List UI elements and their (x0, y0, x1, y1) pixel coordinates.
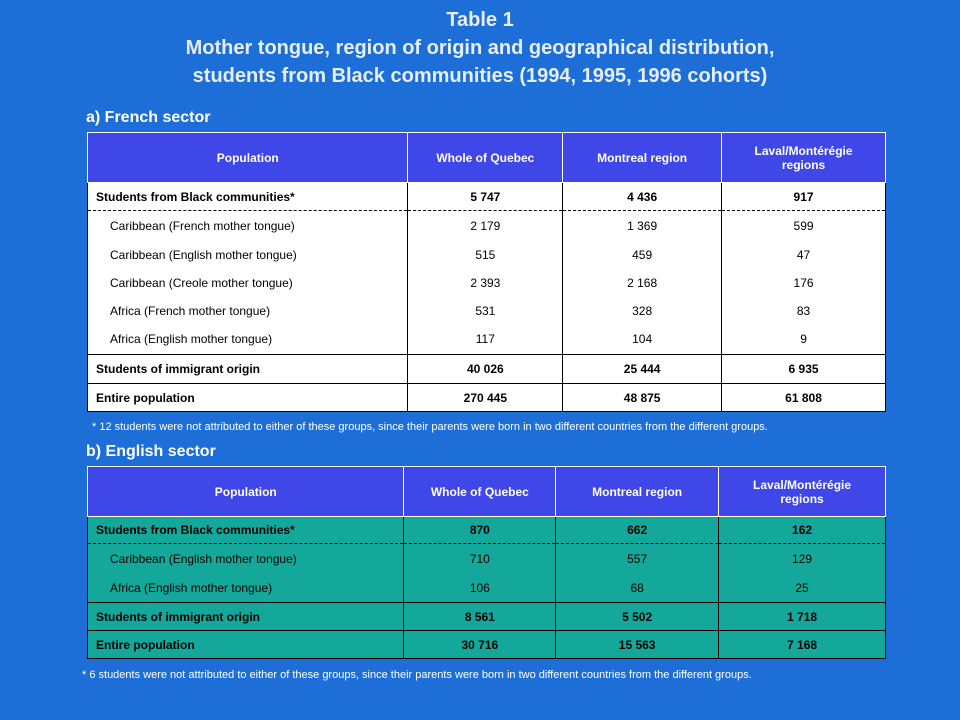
title-line-1: Table 1 (446, 9, 514, 31)
header-laval-monteregie: Laval/Montérégie regions (719, 467, 886, 517)
row-label: Caribbean (English mother tongue) (88, 241, 408, 269)
cell-value: 40 026 (408, 355, 563, 384)
header-whole-of-quebec: Whole of Quebec (408, 133, 563, 183)
cell-value: 7 168 (719, 631, 886, 659)
cell-value: 176 (722, 269, 886, 297)
table-row (88, 241, 886, 269)
table-row (88, 384, 886, 412)
cell-value: 870 (404, 517, 556, 544)
title-line-2: Mother tongue, region of origin and geographical distribution, (185, 37, 775, 59)
row-label: Students from Black communities* (88, 183, 408, 211)
header-laval-monteregie: Laval/Montérégie regions (722, 133, 886, 183)
header-montreal-region: Montreal region (563, 133, 722, 183)
english-footnote: * 6 students were not attributed to either of these groups, since their parents were born in two different countries from the different groups. (82, 669, 752, 681)
table-header-row (88, 467, 886, 517)
cell-value: 47 (722, 241, 886, 269)
cell-value: 25 444 (563, 355, 722, 384)
table-row (88, 603, 886, 631)
cell-value: 710 (404, 544, 556, 574)
french-sector-table (87, 132, 886, 412)
row-label: Students of immigrant origin (88, 355, 408, 384)
table-row (88, 544, 886, 574)
cell-value: 6 935 (722, 355, 886, 384)
row-label: Africa (French mother tongue) (88, 297, 408, 325)
row-label: Entire population (88, 384, 408, 412)
cell-value: 117 (408, 325, 563, 355)
cell-value: 162 (719, 517, 886, 544)
cell-value: 270 445 (408, 384, 563, 412)
table-row (88, 631, 886, 659)
cell-value: 328 (563, 297, 722, 325)
cell-value: 1 369 (563, 211, 722, 241)
table-row (88, 269, 886, 297)
cell-value: 5 747 (408, 183, 563, 211)
cell-value: 2 168 (563, 269, 722, 297)
header-population: Population (88, 467, 404, 517)
header-montreal-region: Montreal region (556, 467, 719, 517)
row-label: Caribbean (English mother tongue) (88, 544, 404, 574)
english-sector-label: b) English sector (86, 443, 216, 460)
row-label: Entire population (88, 631, 404, 659)
cell-value: 5 502 (556, 603, 719, 631)
table-row (88, 325, 886, 355)
cell-value: 4 436 (563, 183, 722, 211)
cell-value: 129 (719, 544, 886, 574)
header-whole-of-quebec: Whole of Quebec (404, 467, 556, 517)
table-title (0, 6, 960, 90)
cell-value: 459 (563, 241, 722, 269)
french-footnote: * 12 students were not attributed to either of these groups, since their parents were born in two different countries from the different groups. (92, 421, 768, 433)
cell-value: 83 (722, 297, 886, 325)
english-sector-table (87, 466, 886, 659)
table-row (88, 183, 886, 211)
cell-value: 557 (556, 544, 719, 574)
cell-value: 48 875 (563, 384, 722, 412)
table-row (88, 355, 886, 384)
cell-value: 2 393 (408, 269, 563, 297)
cell-value: 515 (408, 241, 563, 269)
cell-value: 106 (404, 574, 556, 603)
table-row (88, 574, 886, 603)
table-row (88, 211, 886, 241)
row-label: Africa (English mother tongue) (88, 325, 408, 355)
cell-value: 2 179 (408, 211, 563, 241)
cell-value: 917 (722, 183, 886, 211)
cell-value: 1 718 (719, 603, 886, 631)
cell-value: 662 (556, 517, 719, 544)
cell-value: 15 563 (556, 631, 719, 659)
cell-value: 30 716 (404, 631, 556, 659)
table-row (88, 517, 886, 544)
cell-value: 68 (556, 574, 719, 603)
cell-value: 9 (722, 325, 886, 355)
header-population: Population (88, 133, 408, 183)
title-line-3: students from Black communities (1994, 1995, 1996 cohorts) (192, 65, 768, 87)
cell-value: 25 (719, 574, 886, 603)
row-label: Caribbean (Creole mother tongue) (88, 269, 408, 297)
row-label: Caribbean (French mother tongue) (88, 211, 408, 241)
table-header-row (88, 133, 886, 183)
row-label: Students of immigrant origin (88, 603, 404, 631)
row-label: Africa (English mother tongue) (88, 574, 404, 603)
cell-value: 61 808 (722, 384, 886, 412)
cell-value: 8 561 (404, 603, 556, 631)
french-sector-label: a) French sector (86, 109, 211, 126)
cell-value: 104 (563, 325, 722, 355)
cell-value: 599 (722, 211, 886, 241)
row-label: Students from Black communities* (88, 517, 404, 544)
table-row (88, 297, 886, 325)
cell-value: 531 (408, 297, 563, 325)
